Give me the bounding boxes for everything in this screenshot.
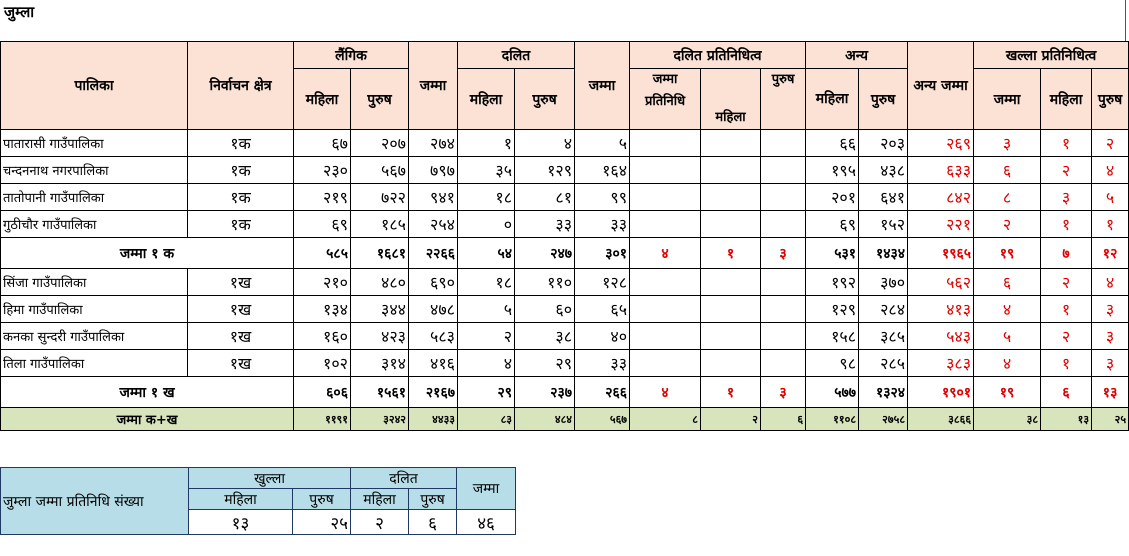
summary-value: १३ (189, 510, 293, 535)
value-cell: २८४ (859, 296, 908, 323)
total-value: २२६६ (409, 238, 458, 269)
palika-name: सिंजा गाउँपालिका (1, 269, 188, 296)
value-cell: १६० (294, 323, 351, 350)
header-khulla-pratinidhitwa: खल्ला प्रतिनिधित्व (974, 42, 1129, 69)
grand-total-value: २५ (1092, 408, 1129, 431)
sheet-title: जुम्ला (4, 3, 35, 21)
table-row (1, 350, 1129, 377)
value-cell: ५४३ (908, 323, 974, 350)
value-cell: ३ (1092, 323, 1129, 350)
value-cell: ७९७ (409, 157, 458, 184)
header-khulla-purush: पुरुष (1092, 69, 1129, 130)
total-value: १४३४ (859, 238, 908, 269)
value-cell: ३ (974, 130, 1041, 157)
table-row (1, 184, 1129, 211)
header-anya: अन्य (806, 42, 908, 69)
grand-total-label: जम्मा क+ख (1, 408, 294, 431)
value-cell: १ (1041, 296, 1092, 323)
value-cell: १८ (458, 269, 515, 296)
grand-total-value: ३२४२ (351, 408, 409, 431)
palika-name: तिला गाउँपालिका (1, 350, 188, 377)
summary-value: ६ (409, 510, 457, 535)
value-cell: ६५ (575, 296, 630, 323)
value-cell: ६९ (294, 211, 351, 238)
kshetra-cell: १क (188, 211, 294, 238)
header-anya-jamma: अन्य जम्मा (908, 42, 974, 130)
value-cell: १५८ (806, 323, 859, 350)
value-cell: ५ (575, 130, 630, 157)
palika-name: हिमा गाउँपालिका (1, 296, 188, 323)
total-value: ५४ (458, 238, 515, 269)
header-dalit-jamma: जम्मा (575, 42, 630, 130)
total-value: १ (701, 377, 761, 408)
grand-total-value: ८३ (458, 408, 515, 431)
value-cell: ३७० (859, 269, 908, 296)
kshetra-cell: १क (188, 130, 294, 157)
value-cell: १२९ (515, 157, 575, 184)
header-jamma-pratinidhi: जम्मा प्रतिनिधि (630, 69, 701, 130)
value-cell (761, 184, 806, 211)
value-cell: ३५ (458, 157, 515, 184)
kshetra-cell: १क (188, 184, 294, 211)
total-value: २३७ (515, 377, 575, 408)
kshetra-cell: १ख (188, 350, 294, 377)
header-anya-purush: पुरुष (859, 69, 908, 130)
value-cell: ३८३ (908, 350, 974, 377)
summary-value: २५ (293, 510, 351, 535)
value-cell: ४ (1092, 157, 1129, 184)
value-cell (701, 157, 761, 184)
value-cell: ३३ (515, 211, 575, 238)
grand-total-row (1, 408, 1129, 431)
palika-name: चन्दननाथ नगरपालिका (1, 157, 188, 184)
summary-khulla: खुल्ला (189, 468, 351, 489)
grand-total-value: २ (701, 408, 761, 431)
value-cell: ३ (1092, 296, 1129, 323)
value-cell (701, 130, 761, 157)
value-cell: ६ (974, 269, 1041, 296)
value-cell: २०१ (806, 184, 859, 211)
summary-value: ४६ (457, 510, 516, 535)
total-value: ५८५ (294, 238, 351, 269)
value-cell (630, 350, 701, 377)
value-cell: १ (1041, 350, 1092, 377)
jumla-representation-table (0, 41, 1129, 431)
grand-total-value: ४४३३ (409, 408, 458, 431)
value-cell: ५ (458, 296, 515, 323)
value-cell: १५२ (859, 211, 908, 238)
value-cell (630, 269, 701, 296)
value-cell: २७४ (409, 130, 458, 157)
total-value: ४ (630, 377, 701, 408)
value-cell: २३० (294, 157, 351, 184)
value-cell: २६९ (908, 130, 974, 157)
total-value: ४ (630, 238, 701, 269)
value-cell (630, 323, 701, 350)
value-cell: ४२३ (351, 323, 409, 350)
value-cell (701, 323, 761, 350)
header-jamma (409, 42, 458, 130)
value-cell: ६९ (806, 211, 859, 238)
value-cell: ११० (515, 269, 575, 296)
grand-total-value: ६ (761, 408, 806, 431)
value-cell: २१० (294, 269, 351, 296)
total-value: ३ (761, 238, 806, 269)
total-value: २४७ (515, 238, 575, 269)
value-cell: ३८ (515, 323, 575, 350)
value-cell: २ (458, 323, 515, 350)
total-value: १२ (1092, 238, 1129, 269)
value-cell: ३ (1092, 350, 1129, 377)
grand-total-value: ११९१ (294, 408, 351, 431)
value-cell (761, 211, 806, 238)
value-cell: १ (1092, 211, 1129, 238)
value-cell (630, 211, 701, 238)
kshetra-cell: १ख (188, 323, 294, 350)
value-cell: ३१४ (351, 350, 409, 377)
total-value: २९ (458, 377, 515, 408)
value-cell (761, 323, 806, 350)
value-cell: १८ (458, 184, 515, 211)
value-cell: ६९० (409, 269, 458, 296)
header-khulla-jamma: जम्मा (974, 69, 1041, 130)
total-value: १९०१ (908, 377, 974, 408)
header-palika: पालिका (1, 42, 188, 130)
table-row (1, 323, 1129, 350)
value-cell: ४ (974, 296, 1041, 323)
total-value: १९ (974, 238, 1041, 269)
value-cell (701, 269, 761, 296)
value-cell: ८४२ (908, 184, 974, 211)
grand-total-value: ११०८ (806, 408, 859, 431)
header-kshetra: निर्वाचन क्षेत्र (188, 42, 294, 130)
summary-label: जुम्ला जम्मा प्रतिनिधि संख्या (1, 468, 189, 535)
value-cell: ५ (974, 323, 1041, 350)
table-row (1, 296, 1129, 323)
divider (1125, 0, 1126, 41)
total-value: २६६ (575, 377, 630, 408)
value-cell (630, 296, 701, 323)
summary-dalit: दलित (351, 468, 457, 489)
value-cell: ३४४ (351, 296, 409, 323)
total-value: ७ (1041, 238, 1092, 269)
value-cell: २ (1041, 157, 1092, 184)
total-value: १५६१ (351, 377, 409, 408)
value-cell: १३४ (294, 296, 351, 323)
total-row (1, 377, 1129, 408)
value-cell: १ (458, 130, 515, 157)
grand-total-value: ८ (630, 408, 701, 431)
value-cell: १९२ (806, 269, 859, 296)
value-cell: ३३ (575, 350, 630, 377)
palika-name: कनका सुन्दरी गाउँपालिका (1, 323, 188, 350)
header-anya-mahila: महिला (806, 69, 859, 130)
total-label: जम्मा १ ख (1, 377, 294, 408)
value-cell: ४७८ (409, 296, 458, 323)
kshetra-cell: १क (188, 157, 294, 184)
summary-dalit-mahila: महिला (351, 489, 409, 510)
value-cell: २५४ (409, 211, 458, 238)
value-cell: २ (1041, 269, 1092, 296)
value-cell: ४ (1092, 269, 1129, 296)
value-cell (630, 130, 701, 157)
value-cell: १२८ (575, 269, 630, 296)
value-cell: ४ (458, 350, 515, 377)
value-cell: २०७ (351, 130, 409, 157)
total-value: ५३१ (806, 238, 859, 269)
header-dalit-mahila: महिला (458, 69, 515, 130)
value-cell: ३३ (575, 211, 630, 238)
value-cell (761, 296, 806, 323)
palika-name: तातोपानी गाउँपालिका (1, 184, 188, 211)
header-dalit: दलित (458, 42, 575, 69)
value-cell: १ (1041, 130, 1092, 157)
value-cell: १२९ (806, 296, 859, 323)
value-cell (701, 184, 761, 211)
value-cell: ५८३ (409, 323, 458, 350)
header-khulla-mahila: महिला (1041, 69, 1092, 130)
value-cell (761, 269, 806, 296)
value-cell: २९ (515, 350, 575, 377)
total-value: ५७७ (806, 377, 859, 408)
value-cell (701, 350, 761, 377)
table-row (1, 211, 1129, 238)
total-value: ६ (1041, 377, 1092, 408)
value-cell: ४१६ (409, 350, 458, 377)
summary-table (0, 467, 516, 535)
total-row (1, 238, 1129, 269)
value-cell (701, 211, 761, 238)
header-laingik-purush: पुरुष (351, 69, 409, 130)
total-value: १६८१ (351, 238, 409, 269)
header-jamma-text: जम्मा (419, 77, 447, 94)
grand-total-value: ५६७ (575, 408, 630, 431)
value-cell: ७२२ (351, 184, 409, 211)
value-cell: ९८ (806, 350, 859, 377)
value-cell: ४० (575, 323, 630, 350)
table-row (1, 157, 1129, 184)
value-cell: ८१ (515, 184, 575, 211)
value-cell: २ (974, 211, 1041, 238)
value-cell: ३ (1041, 184, 1092, 211)
total-value: १३२४ (859, 377, 908, 408)
palika-name: गुठीचौर गाउँपालिका (1, 211, 188, 238)
value-cell (630, 157, 701, 184)
summary-khulla-mahila: महिला (189, 489, 293, 510)
value-cell (761, 130, 806, 157)
value-cell: ४ (974, 350, 1041, 377)
value-cell (761, 350, 806, 377)
value-cell: ६६ (806, 130, 859, 157)
total-value: ३०१ (575, 238, 630, 269)
value-cell: ५६७ (351, 157, 409, 184)
value-cell: २०३ (859, 130, 908, 157)
summary-dalit-purush: पुरुष (409, 489, 457, 510)
total-value: १९ (974, 377, 1041, 408)
header-laingik-mahila: महिला (294, 69, 351, 130)
value-cell: १६४ (575, 157, 630, 184)
summary-khulla-purush: पुरुष (293, 489, 351, 510)
value-cell: २१९ (294, 184, 351, 211)
value-cell (761, 157, 806, 184)
table-row (1, 269, 1129, 296)
value-cell: ४ (515, 130, 575, 157)
summary-jamma: जम्मा (457, 468, 516, 510)
grand-total-value: १३ (1041, 408, 1092, 431)
total-value: १ (701, 238, 761, 269)
value-cell: ० (458, 211, 515, 238)
total-value: १९६५ (908, 238, 974, 269)
value-cell: २ (1092, 130, 1129, 157)
value-cell: ६ (974, 157, 1041, 184)
value-cell: ४८० (351, 269, 409, 296)
value-cell (630, 184, 701, 211)
value-cell: ८ (974, 184, 1041, 211)
value-cell: ३८५ (859, 323, 908, 350)
value-cell: २८५ (859, 350, 908, 377)
value-cell: ६४१ (859, 184, 908, 211)
value-cell: १०२ (294, 350, 351, 377)
total-value: ६०६ (294, 377, 351, 408)
grand-total-value: ३८ (974, 408, 1041, 431)
total-value: २१६७ (409, 377, 458, 408)
value-cell: ६० (515, 296, 575, 323)
value-cell: ९९ (575, 184, 630, 211)
summary-value: २ (351, 510, 409, 535)
value-cell: १८५ (351, 211, 409, 238)
header-dalit-purush: पुरुष (515, 69, 575, 130)
grand-total-value: ४८४ (515, 408, 575, 431)
table-row (1, 130, 1129, 157)
total-value: ३ (761, 377, 806, 408)
header-pratinidhitwa-purush: पुरुष (761, 69, 806, 130)
kshetra-cell: १ख (188, 296, 294, 323)
value-cell: ६७ (294, 130, 351, 157)
value-cell: १ (1041, 211, 1092, 238)
value-cell (701, 296, 761, 323)
header-dalit-pratinidhitwa: दलित प्रतिनिधित्व (630, 42, 806, 69)
header-laingik: लैंगिक (294, 42, 409, 69)
value-cell: ९४१ (409, 184, 458, 211)
grand-total-value: २७५८ (859, 408, 908, 431)
value-cell: ४३८ (859, 157, 908, 184)
value-cell: ५६२ (908, 269, 974, 296)
value-cell: ६३३ (908, 157, 974, 184)
value-cell: २ (1041, 323, 1092, 350)
total-value: १३ (1092, 377, 1129, 408)
palika-name: पातारासी गाउँपालिका (1, 130, 188, 157)
grand-total-value: ३८६६ (908, 408, 974, 431)
value-cell: २२१ (908, 211, 974, 238)
kshetra-cell: १ख (188, 269, 294, 296)
header-pratinidhitwa-mahila: महिला (701, 69, 761, 130)
value-cell: १९५ (806, 157, 859, 184)
total-label: जम्मा १ क (1, 238, 294, 269)
value-cell: ५ (1092, 184, 1129, 211)
value-cell: ४१३ (908, 296, 974, 323)
